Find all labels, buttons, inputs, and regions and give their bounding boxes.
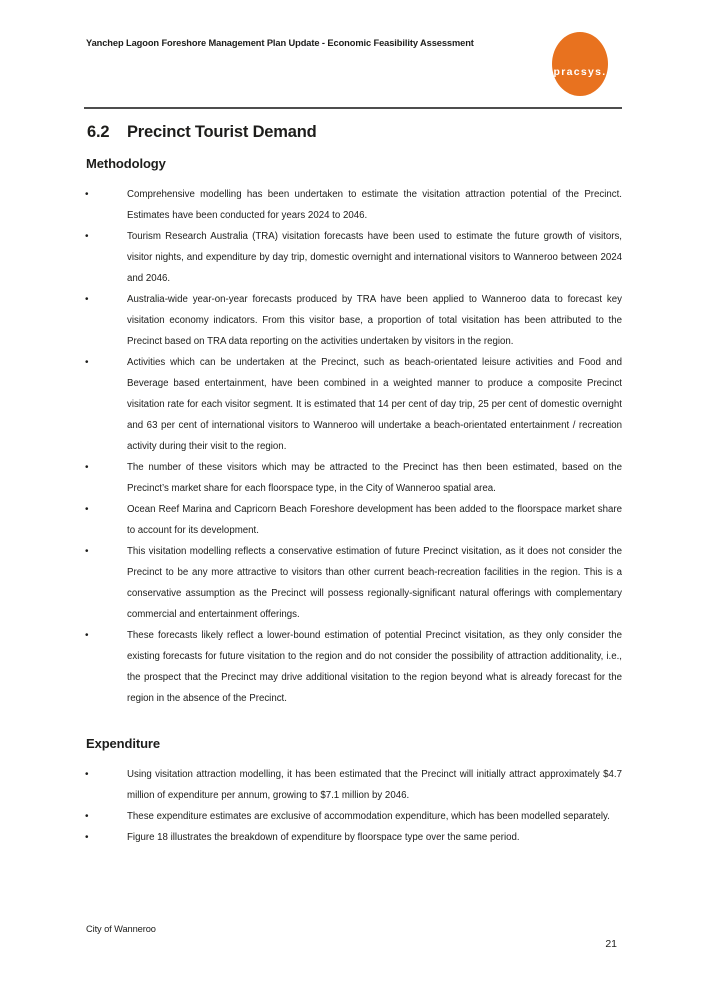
bullet-icon: • — [85, 811, 89, 822]
section-heading — [87, 123, 624, 142]
bullet-text: Tourism Research Australia (TRA) visitation forecasts have been used to estimate the future growth of visitors, visitor nights, and expenditure by day trip, domestic overnight and international visitors to Wanneroo between 2024 and 2046. — [127, 231, 622, 284]
bullet-icon: • — [85, 630, 89, 641]
bullet-icon: • — [85, 546, 89, 557]
list-item — [85, 352, 622, 457]
bullet-text: Ocean Reef Marina and Capricorn Beach Foreshore development has been added to the floorspace market share to account for its development. — [127, 504, 622, 536]
list-item — [85, 289, 622, 352]
bullet-text: Figure 18 illustrates the breakdown of expenditure by floorspace type over the same period. — [127, 832, 520, 843]
list-item — [85, 541, 622, 625]
bullet-icon: • — [85, 832, 89, 843]
methodology-bullet-list — [85, 184, 622, 709]
bullet-icon: • — [85, 769, 89, 780]
list-item — [85, 499, 622, 541]
section-number: 6.2 — [87, 123, 110, 141]
bullet-icon: • — [85, 357, 89, 368]
bullet-icon: • — [85, 504, 89, 515]
list-item — [85, 625, 622, 709]
list-item — [85, 226, 622, 289]
document-header-title: Yanchep Lagoon Foreshore Management Plan Update - Economic Feasibility Assessment — [86, 38, 474, 48]
list-item — [85, 184, 622, 226]
section-title: Precinct Tourist Demand — [127, 123, 317, 141]
bullet-text: These forecasts likely reflect a lower-bound estimation of potential Precinct visitation, as they only consider the existing forecasts for future visitation to the region and do not consider the possibility of attraction additionality, i.e., the prospect that the Precinct may drive additional visitation to the region beyond what is already forecast for the region in the absence of the Precinct. — [127, 630, 622, 704]
bullet-text: The number of these visitors which may be attracted to the Precinct has then been estimated, based on the Precinct’s market share for each floorspace type, in the City of Wanneroo spatial area. — [127, 462, 622, 494]
expenditure-heading: Expenditure — [86, 736, 161, 751]
pracsys-logo-text: pracsys. — [553, 65, 607, 78]
page-number: 21 — [605, 938, 617, 950]
list-item — [85, 764, 622, 806]
bullet-text: Australia-wide year-on-year forecasts produced by TRA have been applied to Wanneroo data to forecast key visitation economy indicators. From this visitor base, a proportion of total visitation has been attributed to the Precinct based on TRA data reporting on the activities undertaken by visitors in the region. — [127, 294, 622, 347]
list-item — [85, 806, 622, 827]
bullet-text: Activities which can be undertaken at the Precinct, such as beach-orientated leisure activities and Food and Beverage based entertainment, have been combined in a weighted manner to produce a composite Precinct visitation rate for each visitor segment. It is estimated that 14 per cent of day trip, 25 per cent of domestic overnight and 63 per cent of international visitors to Wanneroo will undertake a beach-orientated entertainment / recreation activity during their visit to the region. — [127, 357, 622, 452]
bullet-text: Using visitation attraction modelling, it has been estimated that the Precinct will initially attract approximately $4.7 million of expenditure per annum, growing to $7.1 million by 2046. — [127, 769, 622, 801]
pracsys-logo — [552, 32, 608, 96]
bullet-text: This visitation modelling reflects a conservative estimation of future Precinct visitation, as it does not consider the Precinct to be any more attractive to visitors than other current beach-recreation facilities in the region. This is a conservative assumption as the Precinct will possess regionally-significant natural offerings with complementary commercial and entertainment offerings. — [127, 546, 622, 620]
footer-organisation: City of Wanneroo — [86, 924, 156, 934]
bullet-icon: • — [85, 189, 89, 200]
list-item — [85, 827, 622, 848]
bullet-icon: • — [85, 231, 89, 242]
list-item — [85, 457, 622, 499]
bullet-icon: • — [85, 462, 89, 473]
header-divider-line — [84, 107, 622, 109]
bullet-icon: • — [85, 294, 89, 305]
bullet-text: These expenditure estimates are exclusive of accommodation expenditure, which has been modelled separately. — [127, 811, 610, 822]
bullet-text: Comprehensive modelling has been undertaken to estimate the visitation attraction potential of the Precinct. Estimates have been conducted for years 2024 to 2046. — [127, 189, 622, 221]
expenditure-bullet-list — [85, 764, 622, 848]
methodology-heading: Methodology — [86, 156, 166, 171]
